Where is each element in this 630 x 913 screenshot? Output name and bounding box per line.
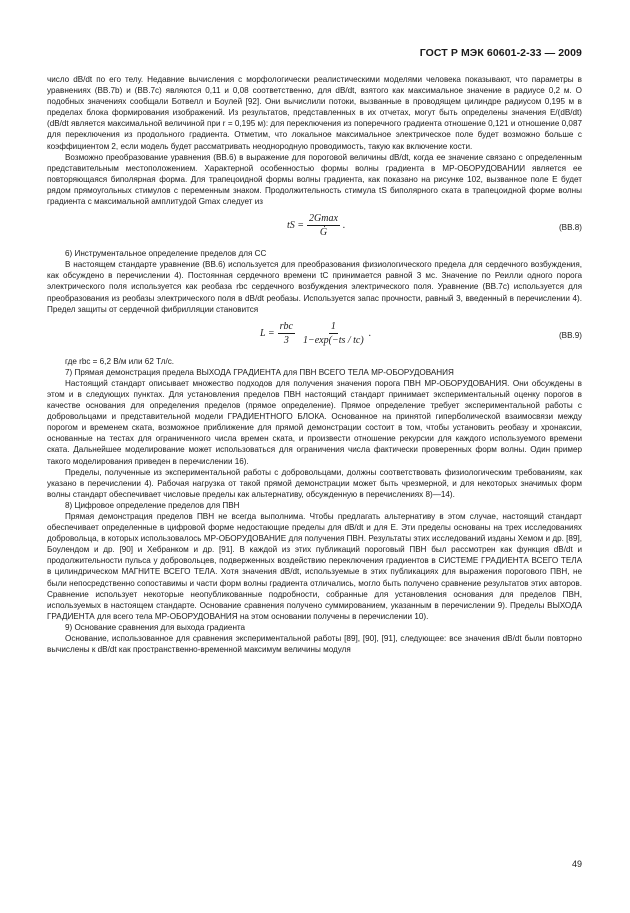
equation-lhs: tS = [287,220,305,232]
fraction [307,213,340,238]
section-heading: 7) Прямая демонстрация предела ВЫХОДА ГРАДИЕНТА для ПВН ВСЕГО ТЕЛА МР-ОБОРУДОВАНИЯ [65,367,454,377]
body-paragraph: Пределы, полученные из экспериментальной работы с добровольцами, должны соответствовать физиологическим требованиям, как указано в перечислении 4). Рабочая нагрузка от такой прямой демонстрации может быть чрезмерной, и для некоторых значимых форм волны стандарт обеспечивает числовые пределы как альтернативу, обсужденную в перечислениях 8)—14). [47,467,582,499]
body-paragraph: Основание, использованное для сравнения экспериментальной работы [89], [90], [91], следующее: все значения dB/dt были повторно вычислены к dB/dt как пространственно-временной максимум величины модуля [47,634,582,655]
body-paragraph: где rbc = 6,2 В/м или 62 Тл/с. [65,356,175,366]
fraction [278,321,295,346]
body-paragraph: Прямая демонстрация пределов ПВН не всегда выполнима. Чтобы предлагать альтернативу в этом случае, настоящий стандарт обеспечивает определенные в цифровой форме недостающие пределы для dB/dt и для E. Эти пределы основаны на трех исследованиях добровольца, в которых использовалось МР-ОБОРУДОВАНИЕ для получения ПВН. Результаты этих исследований изданы Хемом и др. [89], Боулендом и др. [90] и Хебранком и др. [91]. В каждой из этих публикаций пороговый ПВН был рассмотрен как функция dB/dt и продолжительности пульса у добровольцев, подверженных воздействию переключения градиентов в СИСТЕМЕ ГРАДИЕНТА ВСЕГО ТЕЛА в цилиндрическом МАГНИТЕ ВСЕГО ТЕЛА. Хотя значения dB/dt, используемые в этих публикациях для выражения порогового ПВН, не были непосредственно сопоставимы и части форм волны градиента отличались, моглo быть получено сравнение результатов этих авторов. Сравнение использует некоторые неопубликованные подробности, собранные для установления основания для пределов ПВН, используемых в настоящем стандарте. Основание сравнения получено суммированием, указанным в перечислении 9). Пределы ВЫХОДА ГРАДИЕНТА для всего тела МР-ОБОРУДОВАНИЯ на этом основании получены в перечислении 10). [47,512,582,621]
equation-bb9 [47,321,582,351]
fraction-numerator: 2Gmax [309,213,338,225]
fraction-denominator: 3 [283,334,289,346]
page-body [47,74,582,655]
section-heading: 9) Основание сравнения для выхода градиента [65,622,246,632]
fraction [301,321,366,346]
equation-tail: . [342,220,346,232]
equation-bb8 [47,213,582,243]
section-heading: 8) Цифровое определение пределов для ПВН [65,500,240,510]
fraction-denominator: Ġ [319,227,328,239]
body-paragraph: Возможно преобразование уравнения (BB.6) в выражение для пороговой величины dB/dt, когда ее значение связано с определенным представительным местоположением. Характерной особенностью формы волны градиента в МР-ОБОРУДОВАНИИ является ее повторяющаяся биполярная форма. Для трапецоидной формы волны градиента, как показано на рисунке 102, вызванное поле E будет рядом прямоугольных стимулов с переменным знаком. Продолжительность стимула tS биполярного ската в трапецоидной форме волны градиента с максимальной амплитудой Gmax следует из [47,152,582,207]
body-paragraph: Настоящий стандарт описывает множество подходов для получения значения порога ПВН МР-ОБОРУДОВАНИЯ. Они обсуждены в этом и в следующих пунктах. Для установления пределов ПВН настоящий стандарт принимает экспериментальный оценку порогов в качестве основания для определения пределов (прямое определение). Прямое определение требует экспериментальной работы с добровольцами и представительной модели ГРАДИЕНТНОГО БЛОКА. Основанное на принятой гиперболической взаимосвязи между порогом и временем ската, возможное приближение для прямой демонстрации состоит в том, чтобы установить реобазу и хронаксии, основанные на тестах для ограниченного числа времен ската, и произвести отношение рекурсии для каждого используемого времени ската. Дальнейшее моделирование может использоваться для ограничения числа фактически проверенных форм волны. Один пример такого моделирования приведен в перечислении 16). [47,378,582,466]
equation-number: (BB.9) [558,330,582,340]
equation-tail: . [368,327,372,339]
equation-number: (BB.8) [558,223,582,233]
body-paragraph: В настоящем стандарте уравнение (BB.6) используется для преобразования физиологического предела для сердечного возбуждения, как обсуждено в перечислении 4). Постоянная сердечного времени tC принимается равной 3 мс. Значение по Реилли одного порога электрического поля используется как реобаза rbc сердечного возбуждения электрического поля. Уравнение (BB.7c) используется для преобразования из реобазы электрического поля в dB/dt реобазы. Используется запас прочности, равный 3, введенный в перечислении 4). Предел защиты от сердечной фибрилляции становится [47,260,582,314]
fraction-numerator: 1 [330,320,336,332]
fraction-numerator: rbc [279,320,293,332]
page-number: 49 [571,859,582,869]
section-heading: 6) Инструментальное определение пределов для СС [65,249,267,259]
body-paragraph: число dB/dt по его телу. Недавние вычисления с морфологически реалистическими моделями человека показывают, что параметры в уравнениях (BB.7b) и (BB.7c) являются 0,11 и 0,08 соответственно, для dB/dt, взятого как максимальное значение в радиусе 0,2 м. О подобных значениях сообщали Ботвелл и Боулей [92]. Они вычислили потоки, вызванные в проводящем цилиндре радиусом 0,195 м в пределах блока формирования изображений. Из результатов, представленных в их отчетах, могут быть определены значения E/(dB/dt) (dB/dt является максимальной величиной при r = 0,195 м): для переключения из поперечного градиента отношение 0,121 и отношение 0,087 для переключения из продольного градиента. Отметим, что локальное максимальное электрическое поле будет возможно больше с коэффициентом 2, если модель будет рассматривать неоднородную проводимость, такую как включение кости. [47,75,582,151]
fraction-denominator: 1−exp(−ts / tc) [302,334,364,346]
document-header: ГОСТ Р МЭК 60601-2-33 — 2009 [419,47,582,59]
equation-lhs: L = [260,327,275,339]
